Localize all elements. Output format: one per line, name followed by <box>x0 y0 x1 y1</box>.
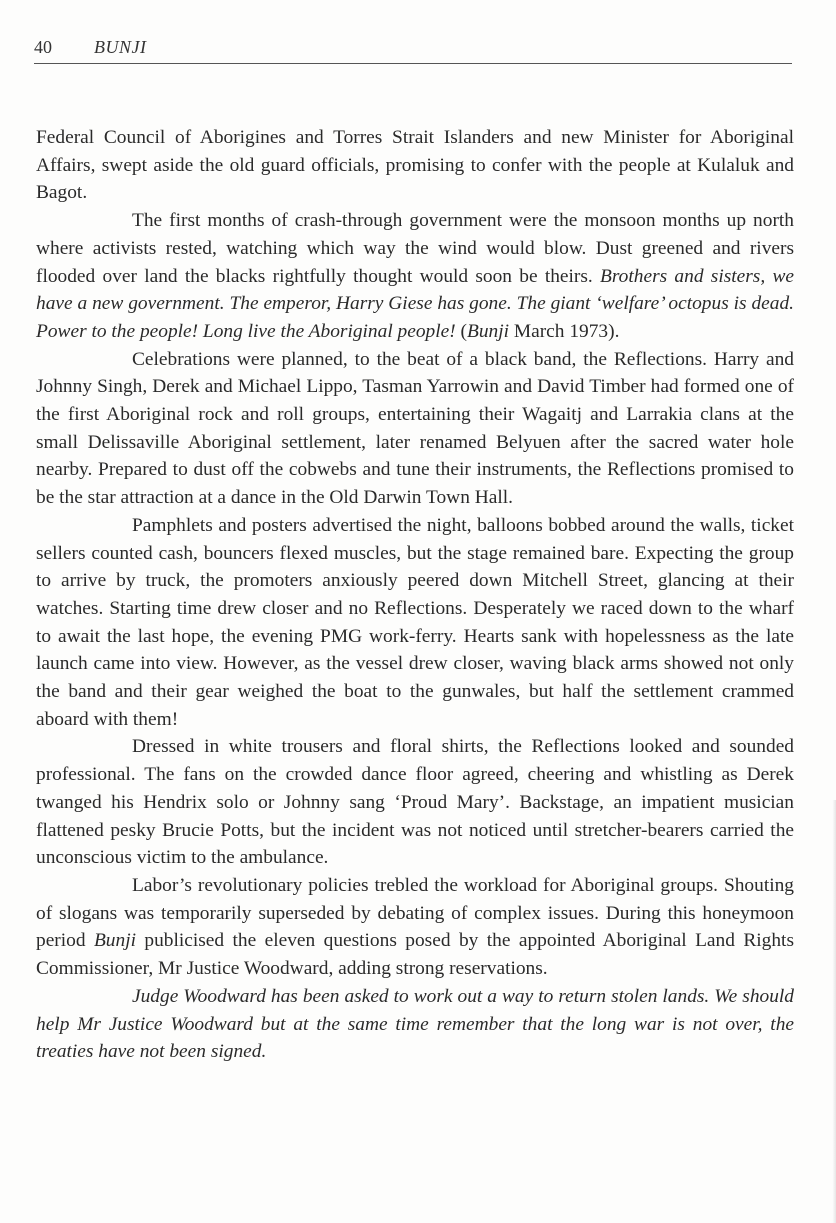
running-title: BUNJI <box>94 37 147 57</box>
paragraph-text: The first months of crash-through government were the monsoon months up north where activists rested, watching which way the wind would blow. Dust greened and rivers flooded over land the blacks rightfully thought would soon be theirs. <box>36 210 794 287</box>
paragraph-6 <box>36 872 794 983</box>
paragraph-5 <box>36 733 794 872</box>
body-text <box>36 124 794 1066</box>
paragraph-text: March 1973). <box>509 320 620 342</box>
paragraph-text: Pamphlets and posters advertised the night, balloons bobbed around the walls, ticket sellers counted cash, bouncers flexed muscles, but the stage remained bare. Expecting the group to arrive by truck, the promoters anxiously peered down Mitchell Street, glancing at their watches. Starting time drew closer and no Reflections. Desperately we raced down to the wharf to await the last hope, the evening PMG work-ferry. Hearts sank with hopelessness as the late launch came into view. However, as the vessel drew closer, waving black arms showed not only the band and their gear weighed the boat to the gunwales, but half the settlement crammed aboard with them! <box>36 514 794 730</box>
paragraph-text: ( <box>455 320 468 342</box>
paragraph-3 <box>36 346 794 512</box>
italic-quote: Brothers and sisters, we have a new government. The emperor, Harry Giese has gone. The giant ‘welfare’ octopus is dead. Power to the people! Long live the Aboriginal people! <box>36 265 794 342</box>
running-header <box>34 36 146 58</box>
paragraph-text: publicised the eleven questions posed by the appointed Aboriginal Land Rights Commissioner, Mr Justice Woodward, adding strong reservations. <box>36 930 794 980</box>
paragraph-text: Labor’s revolutionary policies trebled the workload for Aboriginal groups. Shouting of slogans was temporarily superseded by debating of complex issues. During this honeymoon period <box>36 874 794 952</box>
paragraph-text: Federal Council of Aborigines and Torres Strait Islanders and new Minister for Aboriginal Affairs, swept aside the old guard officials, promising to confer with the people at Kulaluk and Bagot. <box>36 127 794 204</box>
italic-quote: Judge Woodward has been asked to work out a way to return stolen lands. We should help Mr Justice Woodward but at the same time remember that the long war is not over, the treaties have not been signed. <box>36 985 794 1063</box>
paragraph-2 <box>36 207 794 346</box>
page-edge-shadow <box>832 800 836 1223</box>
publication-title: Bunji <box>93 930 136 952</box>
paragraph-4 <box>36 512 794 734</box>
paragraph-text: Dressed in white trousers and floral shirts, the Reflections looked and sounded professional. The fans on the crowded dance floor agreed, cheering and whistling as Derek twanged his Hendrix solo or Johnny sang ‘Proud Mary’. Backstage, an impatient musician flattened pesky Brucie Potts, but the incident was not noticed until stretcher-bearers carried the unconscious victim to the ambulance. <box>36 736 794 869</box>
paragraph-7-italic-quote <box>36 983 794 1066</box>
publication-title: Bunji <box>467 320 510 342</box>
paragraph-text: Celebrations were planned, to the beat of a black band, the Reflections. Harry and Johnny Singh, Derek and Michael Lippo, Tasman Yarrowin and David Timber had formed one of the first Aboriginal rock and roll groups, entertaining their Wagaitj and Larrakia clans at the small Delissaville Aboriginal settlement, later renamed Belyuen after the sacred water hole nearby. Prepared to dust off the cobwebs and tune their instruments, the Reflections promised to be the star attraction at a dance in the Old Darwin Town Hall. <box>36 348 794 509</box>
paragraph-1 <box>36 124 794 207</box>
header-rule <box>34 63 792 64</box>
page-number: 40 <box>34 37 52 57</box>
